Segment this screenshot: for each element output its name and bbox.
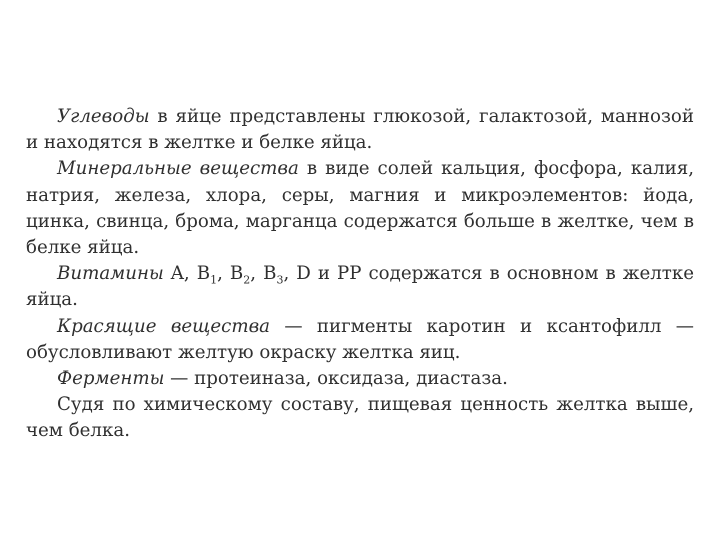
paragraph-carbohydrates	[26, 104, 694, 156]
paragraph-conclusion	[26, 392, 694, 444]
paragraph-text: , B	[250, 263, 277, 285]
term-pigments: Красящие вещества	[57, 315, 270, 337]
term-carbohydrates: Углеводы	[57, 106, 150, 127]
paragraph-pigments	[26, 314, 694, 366]
paragraph-text: Судя по химическому составу, пищевая ценность желтка выше, чем белка.	[26, 394, 694, 442]
paragraph-text: , B	[217, 263, 244, 285]
paragraph-minerals	[26, 156, 694, 261]
paragraph-vitamins	[26, 261, 694, 313]
paragraph-text: в яйце представлены глюкозой, галактозой, маннозой и находятся в желтке и белке яйца.	[26, 106, 694, 154]
document-text-block	[26, 104, 694, 445]
term-enzymes: Ферменты	[57, 368, 165, 390]
subscript-2: 2	[243, 273, 251, 287]
term-minerals: Минеральные вещества	[57, 158, 299, 180]
paragraph-text: — пигменты каротин и ксантофилл — обусловливают желтую окраску желтка яиц.	[26, 315, 694, 363]
paragraph-text: — протеиназа, оксидаза, диастаза.	[164, 368, 508, 390]
paragraph-enzymes	[26, 366, 694, 392]
subscript-3: 3	[276, 273, 284, 287]
paragraph-text: в виде солей кальция, фосфора, калия, натрия, железа, хлора, серы, магния и микроэлементов: йода, цинка, свинца, брома, марганца содержатся больше в желтке, чем в белке яйца.	[26, 158, 694, 259]
paragraph-text: , D и PP содержатся в основном в желтке яйца.	[26, 263, 694, 311]
subscript-1: 1	[210, 273, 218, 287]
term-vitamins: Витамины	[57, 263, 164, 285]
paragraph-text: A, B	[163, 263, 211, 285]
